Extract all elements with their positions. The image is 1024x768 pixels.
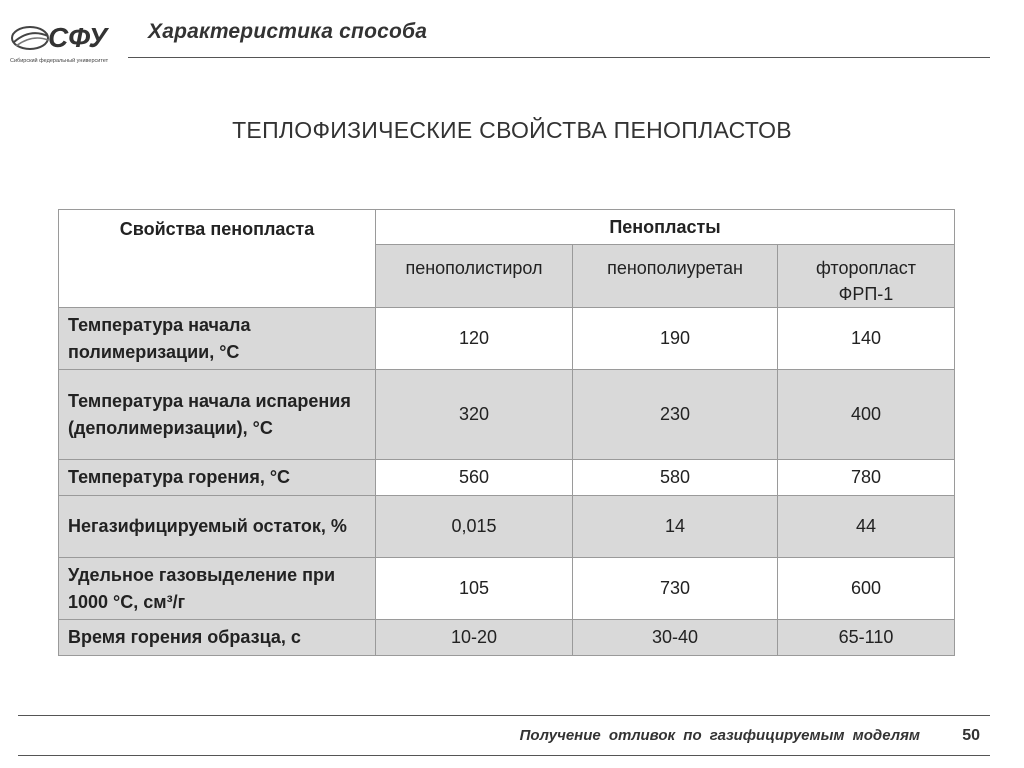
- cell-value: 560: [376, 460, 573, 496]
- table-row: [59, 558, 955, 620]
- row-property: Удельное газовыделение при 1000 °С, см³/г: [59, 558, 376, 620]
- logo-wordmark: СФУ: [48, 22, 108, 53]
- cell-value: 120: [376, 308, 573, 370]
- sfu-logo: [8, 14, 128, 66]
- header-title: Характеристика способа: [148, 20, 428, 43]
- cell-value: 10-20: [376, 620, 573, 656]
- cell-value: 65-110: [778, 620, 955, 656]
- cell-value: 44: [778, 496, 955, 558]
- cell-value: 600: [778, 558, 955, 620]
- cell-value: 580: [573, 460, 778, 496]
- cell-value: 14: [573, 496, 778, 558]
- table-row: [59, 620, 955, 656]
- page-number: 50: [962, 727, 980, 744]
- row-property: Негазифицируемый остаток, %: [59, 496, 376, 558]
- table-row: [59, 496, 955, 558]
- column-header: пенополиуретан: [573, 245, 778, 308]
- sfu-logo-graphic: [8, 14, 128, 66]
- table-row: [59, 308, 955, 370]
- row-property: Время горения образца, с: [59, 620, 376, 656]
- row-property: Температура начала полимеризации, °С: [59, 308, 376, 370]
- cell-value: 730: [573, 558, 778, 620]
- cell-value: 230: [573, 370, 778, 460]
- cell-value: 105: [376, 558, 573, 620]
- row-property: Температура начала испарения (деполимеризации), °С: [59, 370, 376, 460]
- header-divider: [128, 57, 990, 58]
- property-header-cell: Свойства пенопласта: [59, 210, 376, 308]
- footer-text: Получение отливок по газифицируемым моделям: [519, 727, 920, 744]
- footer-divider-bottom: [18, 755, 990, 756]
- group-header-cell: Пенопласты: [376, 210, 955, 245]
- cell-value: 0,015: [376, 496, 573, 558]
- cell-value: 320: [376, 370, 573, 460]
- cell-value: 140: [778, 308, 955, 370]
- column-header: пенополистирол: [376, 245, 573, 308]
- table-header-row: [59, 210, 955, 245]
- row-property: Температура горения, °С: [59, 460, 376, 496]
- cell-value: 780: [778, 460, 955, 496]
- slide-title: ТЕПЛОФИЗИЧЕСКИЕ СВОЙСТВА ПЕНОПЛАСТОВ: [232, 117, 792, 143]
- cell-value: 190: [573, 308, 778, 370]
- column-header: фторопласт ФРП-1: [778, 245, 955, 308]
- logo-subtitle: Сибирский федеральный университет: [10, 58, 109, 64]
- footer-divider-top: [18, 715, 990, 716]
- cell-value: 30-40: [573, 620, 778, 656]
- table-row: [59, 460, 955, 496]
- table-row: [59, 370, 955, 460]
- cell-value: 400: [778, 370, 955, 460]
- properties-table: [58, 209, 955, 656]
